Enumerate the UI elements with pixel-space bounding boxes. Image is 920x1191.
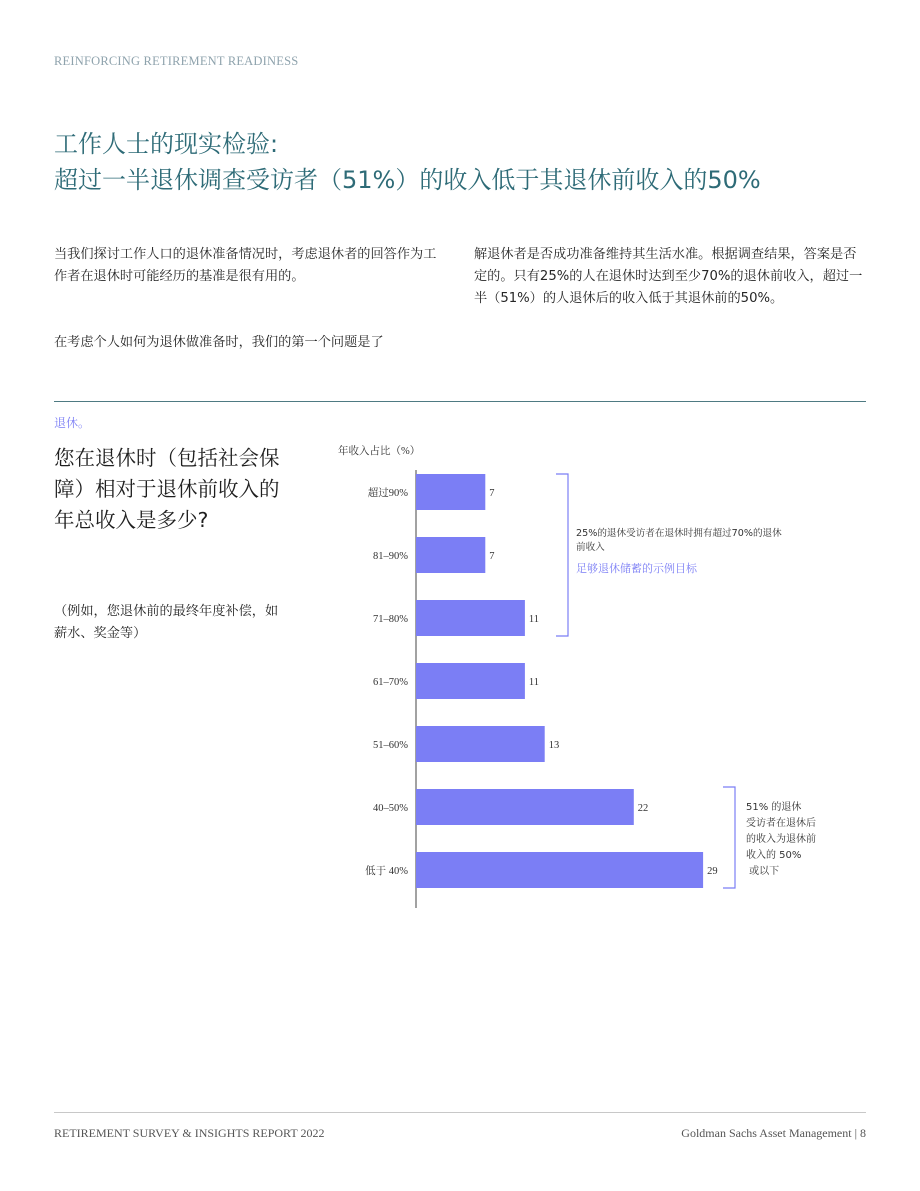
chart-bar <box>416 852 703 888</box>
body-paragraph-right-1: 解退休者是否成功准备维持其生活水准。根据调查结果，答案是否定的。只有25%的人在退休时达到至少70%的退休前收入，超过一半（51%）的人退休后的收入低于其退休前的50%。 <box>474 247 863 306</box>
page-title-line-1: 工作人士的现实检验: <box>54 130 279 158</box>
header-kicker: REINFORCING RETIREMENT READINESS <box>54 54 299 68</box>
body-paragraph-left-2: 在考虑个人如何为退休做准备时，我们的第一个问题是了 <box>54 335 384 350</box>
chart-value-label: 13 <box>548 740 560 751</box>
chart-annotation-bracket <box>556 474 568 636</box>
chart-bar <box>416 726 545 762</box>
chart-bar <box>416 600 525 636</box>
section-label: 退休。 <box>54 416 91 430</box>
chart-bar <box>416 663 525 699</box>
chart-annotation-bracket <box>723 787 735 888</box>
chart-category-label: 40–50% <box>373 803 408 814</box>
chart-bar <box>416 474 485 510</box>
body-paragraph-left-1: 当我们探讨工作人口的退休准备情况时，考虑退休者的回答作为工作者在退休时可能经历的基准是很有用的。 <box>54 247 437 284</box>
chart-value-label: 11 <box>528 677 540 688</box>
chart-axis-label: 年收入占比（%） <box>338 446 421 457</box>
survey-question-note: （例如，您退休前的最终年度补偿，如薪水、奖金等） <box>54 604 279 641</box>
income-replacement-bar-chart <box>300 438 860 908</box>
chart-category-label: 低于 40% <box>365 866 408 877</box>
footer-divider <box>54 1112 866 1113</box>
section-divider <box>54 401 866 402</box>
chart-bar <box>416 537 485 573</box>
chart-value-label: 29 <box>707 866 718 877</box>
page-title-line-2: 超过一半退休调查受访者（51%）的收入低于其退休前收入的50% <box>54 166 761 194</box>
chart-category-label: 71–80% <box>373 614 408 625</box>
chart-category-label: 61–70% <box>373 677 408 688</box>
chart-bar <box>416 789 634 825</box>
chart-annotation-subtext: 足够退休储蓄的示例目标 <box>576 562 697 575</box>
chart-value-label: 22 <box>637 803 649 814</box>
chart-category-label: 超过90% <box>367 488 408 499</box>
survey-question: 您在退休时（包括社会保障）相对于退休前收入的年总收入是多少? <box>54 446 280 532</box>
chart-annotation-text: 25%的退休受访者在退休时拥有超过70%的退休前收入 <box>576 528 782 553</box>
footer-report-title: RETIREMENT SURVEY & INSIGHTS REPORT 2022 <box>54 1126 325 1140</box>
chart-annotation-text: 51% 的退休受访者在退休后的收入为退休前收入的 50% 或以下 <box>746 802 816 877</box>
chart-category-label: 81–90% <box>373 551 408 562</box>
chart-value-label: 7 <box>489 488 495 499</box>
chart-value-label: 7 <box>489 551 495 562</box>
chart-category-label: 51–60% <box>373 740 408 751</box>
footer-page-number: Goldman Sachs Asset Management | 8 <box>681 1126 866 1140</box>
chart-value-label: 11 <box>528 614 540 625</box>
